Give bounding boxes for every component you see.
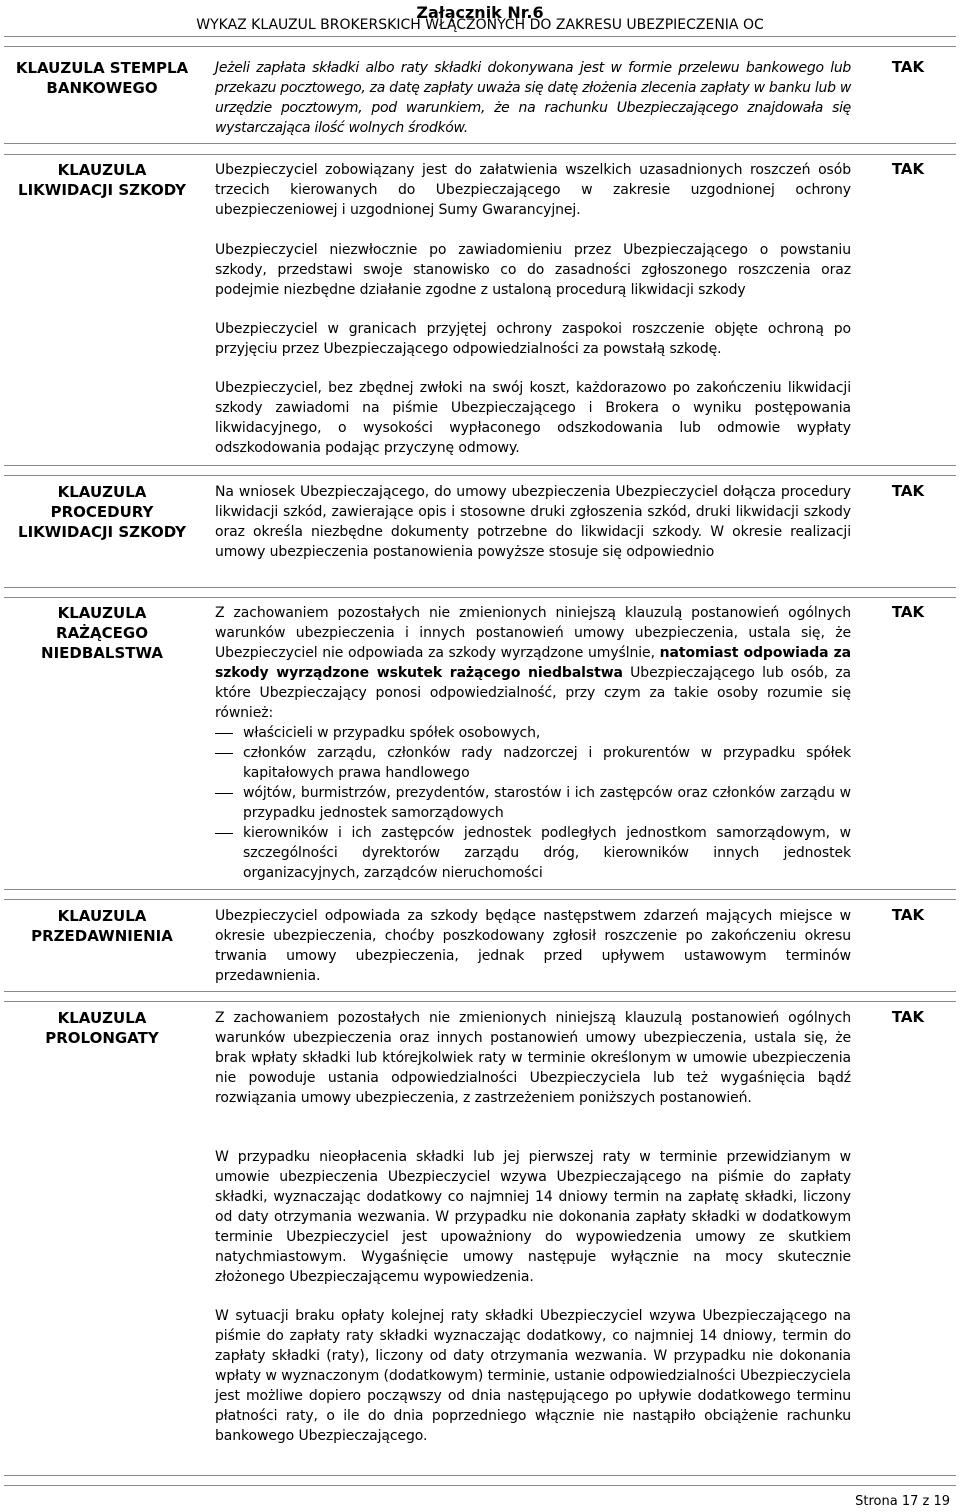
clause-paragraph: Z zachowaniem pozostałych nie zmienionych niniejszą klauzulą postanowień ogólnych warunków ubezpieczenia oraz innych postanowień umowy ubezpieczenia, ustala się, że brak wpłaty składki lub którejkolwiek raty w terminie określonym w umowie ubezpieczenia nie powoduje ustania odpowiedzialności Ubezpieczyciela lub też wygaśnięcia bądź rozwiązania umowy ubezpieczenia, z zastrzeżeniem poniższych postanowień.	[215, 1010, 851, 1106]
clause-intro-continued: Ubezpieczającego lub osób, za które Ubezpieczający ponosi odpowiedzialność, przy czym za takie osoby rozumie się również:	[215, 665, 851, 721]
list-item	[215, 823, 851, 883]
clause-paragraph: W przypadku nieopłacenia składki lub jej pierwszej raty w terminie przewidzianym w umowie ubezpieczenia Ubezpieczyciel wzywa Ubezpieczającego na piśmie do zapłaty składki, wyznaczając dodatkowy co najmniej 14 dniowy termin na zapłatę składki, liczony od daty otrzymania wezwania. W przypadku nie dokonania zapłaty składki w dodatkowym terminie Ubezpieczyciel jest upoważniony do wypowiedzenia umowy ze skutkiem natychmiastowym. Wygaśnięcie umowy następuje wyłącznie na mocy skutecznie złożonego Ubezpieczającemu wypowiedzenia.	[215, 1149, 851, 1285]
table-divider	[4, 991, 956, 992]
dash-bullet-icon	[215, 733, 233, 734]
clause-paragraph: W sytuacji braku opłaty kolejnej raty składki Ubezpieczyciel wzywa Ubezpieczającego na piśmie do zapłaty raty składki wyznaczając dodatkowy, co najmniej 14 dniowy, termin do zapłaty składki (raty), liczony od daty otrzymania wezwania. W przypadku nie dokonania wpłaty w wyznaczonym (dodatkowym) terminie, ustanie odpowiedzialności Ubezpieczyciela jest możliwe dopiero począwszy od dnia następującego po upływie dodatkowego terminu płatności raty, o ile do dnia poprzedniego włącznie nie nastąpiło obciążenie rachunku bankowego Ubezpieczającego.	[215, 1308, 851, 1444]
clause-label-line: NIEDBALSTWA	[41, 644, 163, 662]
clause-value: TAK	[891, 160, 925, 178]
clause-body	[215, 603, 851, 883]
list-item-text: wójtów, burmistrzów, prezydentów, starostów i ich zastępców oraz członków zarządu w przypadku jednostek samorządowych	[243, 785, 851, 821]
clause-label-przedawnienia	[6, 906, 198, 946]
list-item-text: członków zarządu, członków rady nadzorczej i prokurentów w przypadku spółek kapitałowych prawa handlowego	[243, 745, 851, 781]
clause-label-line: PROCEDURY	[50, 503, 154, 521]
table-divider	[4, 46, 956, 47]
clause-label-line: LIKWIDACJI SZKODY	[18, 523, 186, 541]
clause-label-likwidacji-szkody	[6, 160, 198, 200]
clause-label-line: BANKOWEGO	[46, 79, 158, 97]
clause-label-line: KLAUZULA	[57, 604, 147, 622]
list-item	[215, 743, 851, 783]
list-item-text: właścicieli w przypadku spółek osobowych,	[243, 725, 541, 741]
clause-value: TAK	[891, 58, 925, 76]
page-number: Strona 17 z 19	[855, 1494, 950, 1509]
table-divider	[4, 1001, 956, 1002]
table-divider	[4, 36, 956, 37]
table-divider	[4, 899, 956, 900]
clause-label-line: KLAUZULA	[57, 161, 147, 179]
clause-emphasis: natomiast odpowiada za szkody wyrządzone wskutek rażącego niedbalstwa	[215, 645, 852, 681]
clause-value: TAK	[891, 482, 925, 500]
clause-label-procedury-likwidacji	[6, 482, 198, 542]
clause-label-line: KLAUZULA	[57, 907, 147, 925]
dash-bullet-icon	[215, 793, 233, 794]
document-heading: WYKAZ KLAUZUL BROKERSKICH WŁĄCZONYCH DO ZAKRESU UBEZPIECZENIA OC	[196, 17, 764, 33]
table-divider	[4, 1475, 956, 1476]
table-divider	[4, 465, 956, 466]
clause-label-stempla-bankowego	[6, 58, 198, 98]
clause-label-line: KLAUZULA	[57, 483, 147, 501]
clause-label-line: RAŻĄCEGO	[56, 624, 148, 642]
table-divider	[4, 143, 956, 144]
persons-list	[215, 723, 851, 883]
clause-label-line: KLAUZULA STEMPLA	[15, 59, 189, 77]
table-divider	[4, 154, 956, 155]
clause-value: TAK	[891, 603, 925, 621]
clause-paragraph: Jeżeli zapłata składki albo raty składki dokonywana jest w formie przelewu bankowego lub przekazu pocztowego, za datę zapłaty uważa się datę złożenia zlecenia zapłaty w banku lub w urzędzie pocztowym, pod warunkiem, że na rachunku Ubezpieczającego znajdowała się wystarczająca ilość wolnych środków.	[215, 60, 851, 136]
clause-label-line: KLAUZULA	[57, 1009, 147, 1027]
clause-paragraph: Ubezpieczyciel w granicach przyjętej ochrony zaspokoi roszczenie objęte ochroną po przyjęciu przez Ubezpieczającego odpowiedzialności za powstałą szkodę.	[215, 321, 851, 357]
clause-value: TAK	[891, 1008, 925, 1026]
clause-paragraph: Ubezpieczyciel zobowiązany jest do załatwienia wszelkich uzasadnionych roszczeń osób trzecich kierowanych do Ubezpieczającego w zakresie uzgodnionej ochrony ubezpieczeniowej i uzgodnionej Sumy Gwarancyjnej.	[215, 162, 851, 218]
clause-label-line: PRZEDAWNIENIA	[31, 927, 173, 945]
clause-value: TAK	[891, 906, 925, 924]
table-divider	[4, 1485, 956, 1486]
clause-paragraph: Ubezpieczyciel niezwłocznie po zawiadomieniu przez Ubezpieczającego o powstaniu szkody, przedstawi swoje stanowisko co do zasadności zgłoszonego roszczenia oraz podejmie niezbędne działanie zgodne z ustaloną procedurą likwidacji szkody	[215, 242, 851, 298]
clause-label-line: PROLONGATY	[45, 1029, 159, 1047]
list-item-text: kierowników i ich zastępców jednostek podległych jednostkom samorządowym, w szczególności dyrektorów zarządu dróg, kierowników innych jednostek organizacyjnych, zarządców nieruchomości	[243, 825, 851, 881]
table-divider	[4, 587, 956, 588]
table-divider	[4, 597, 956, 598]
clause-paragraph: Ubezpieczyciel, bez zbędnej zwłoki na swój koszt, każdorazowo po zakończeniu likwidacji szkody zawiadomi na piśmie Ubezpieczającego i Brokera o wyniku postępowania likwidacyjnego, o wysokości wypłaconego odszkodowania lub odmowie wypłaty odszkodowania podając przyczynę odmowy.	[215, 380, 851, 456]
clause-intro: Z zachowaniem pozostałych nie zmienionych niniejszą klauzulą postanowień ogólnych warunków ubezpieczenia i innych postanowień umowy ubezpieczenia, ustala się, że Ubezpieczyciel nie odpowiada za szkody wyrządzone umyślnie,	[215, 605, 851, 661]
clause-label-razacego-niedbalstwa	[6, 603, 198, 663]
clause-paragraph: Ubezpieczyciel odpowiada za szkody będące następstwem zdarzeń mających miejsce w okresie ubezpieczenia, choćby poszkodowany zgłosił roszczenie po zakończeniu okresu trwania umowy ubezpieczenia, jednak przed upływem ustawowym terminów przedawnienia.	[215, 908, 851, 984]
page-title: Załącznik Nr.6	[416, 3, 544, 22]
list-item	[215, 723, 851, 743]
table-divider	[4, 475, 956, 476]
table-divider	[4, 889, 956, 890]
clause-label-prolongaty	[6, 1008, 198, 1048]
dash-bullet-icon	[215, 833, 233, 834]
clause-paragraph: Na wniosek Ubezpieczającego, do umowy ubezpieczenia Ubezpieczyciel dołącza procedury likwidacji szkód, zawierające opis i stosowne druki zgłoszenia szkód, druki likwidacji szkody oraz określa niezbędne dokumenty potrzebne do likwidacji szkody. W okresie realizacji umowy ubezpieczenia postanowienia powyższe stosuje się odpowiednio	[215, 484, 851, 560]
dash-bullet-icon	[215, 753, 233, 754]
list-item	[215, 783, 851, 823]
clause-label-line: LIKWIDACJI SZKODY	[18, 181, 186, 199]
